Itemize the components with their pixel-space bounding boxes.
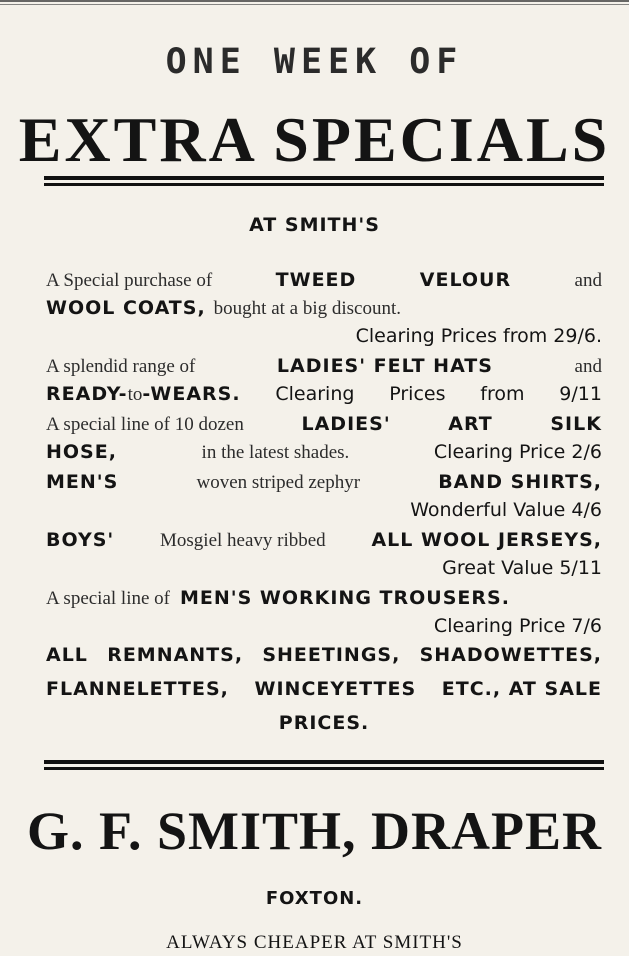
item-highlight: -WEARS.	[142, 383, 241, 405]
subheading: AT SMITH'S	[249, 214, 380, 236]
item-text: in the latest shades.	[201, 442, 350, 463]
price-line	[46, 496, 602, 524]
list-item-line	[46, 266, 602, 294]
item-highlight: ALL WOOL JERSEYS,	[371, 529, 602, 551]
item-highlight: MEN'S	[46, 471, 119, 493]
item-highlight: WOOL COATS,	[46, 297, 206, 319]
item-price: Clearing Price 7/6	[433, 615, 602, 637]
item-highlight: TWEED	[275, 269, 357, 291]
remnants-text: SHEETINGS,	[262, 644, 401, 666]
item-text: to	[127, 384, 143, 405]
remnants-text: ALL	[46, 644, 88, 666]
item-highlight: LADIES' FELT HATS	[276, 355, 493, 377]
item-highlight: BAND SHIRTS,	[438, 471, 602, 493]
top-border-rule	[0, 0, 629, 8]
list-item-line	[46, 294, 602, 322]
item-price: Clearing Prices from 29/6.	[355, 325, 602, 347]
item-highlight: BOYS'	[46, 529, 115, 551]
specials-list	[46, 266, 602, 640]
remnants-line	[46, 672, 602, 706]
double-rule-bottom	[44, 760, 604, 770]
item-price: Wonderful Value 4/6	[410, 499, 602, 521]
item-text: A special line of	[46, 588, 170, 609]
remnants-text: ETC., AT SALE	[441, 678, 602, 700]
item-price: Great Value 5/11	[442, 557, 602, 579]
item-text: A special line of 10 dozen	[46, 414, 244, 435]
item-highlight: MEN'S WORKING TROUSERS.	[180, 587, 510, 609]
item-price: Prices	[389, 383, 446, 405]
item-text: Mosgiel heavy ribbed	[160, 530, 326, 551]
main-headline: EXTRA SPECIALS	[18, 104, 611, 175]
item-price: 9/11	[559, 383, 602, 405]
remnants-text: PRICES.	[278, 712, 370, 734]
item-text: bought at a big discount.	[213, 298, 402, 319]
remnants-line	[46, 638, 602, 672]
kicker-heading: ONE WEEK OF	[165, 42, 464, 82]
item-text: and	[574, 270, 602, 291]
list-item-line	[46, 584, 602, 612]
item-text: A splendid range of	[46, 356, 196, 377]
item-price: from	[480, 383, 525, 405]
item-text: and	[574, 356, 602, 377]
item-highlight: ART	[448, 413, 493, 435]
list-item-line	[46, 526, 602, 554]
item-price: Clearing Price 2/6	[433, 441, 602, 463]
item-price: Clearing	[275, 383, 355, 405]
item-highlight: VELOUR	[419, 269, 512, 291]
item-highlight: READY-	[46, 383, 128, 405]
remnants-block	[46, 638, 602, 740]
remnants-text: SHADOWETTES,	[419, 644, 602, 666]
remnants-text: WINCEYETTES	[254, 678, 417, 700]
item-highlight: HOSE,	[46, 441, 117, 463]
list-item-line	[46, 380, 602, 408]
list-item-line	[46, 410, 602, 438]
list-item-line	[46, 438, 602, 466]
item-highlight: LADIES'	[301, 413, 391, 435]
list-item-line	[46, 468, 602, 496]
list-item-line	[46, 352, 602, 380]
town-name: FOXTON.	[265, 888, 364, 909]
price-line	[46, 554, 602, 582]
price-line	[46, 322, 602, 350]
item-text: woven striped zephyr	[196, 472, 361, 493]
remnants-line	[46, 706, 602, 740]
firm-name: G. F. SMITH, DRAPER	[26, 801, 603, 861]
item-text: A Special purchase of	[46, 270, 213, 291]
price-line	[46, 612, 602, 640]
double-rule-top	[44, 176, 604, 186]
slogan: ALWAYS CHEAPER AT SMITH'S	[166, 932, 463, 953]
item-highlight: SILK	[550, 413, 602, 435]
remnants-text: REMNANTS,	[107, 644, 244, 666]
remnants-text: FLANNELETTES,	[46, 678, 229, 700]
